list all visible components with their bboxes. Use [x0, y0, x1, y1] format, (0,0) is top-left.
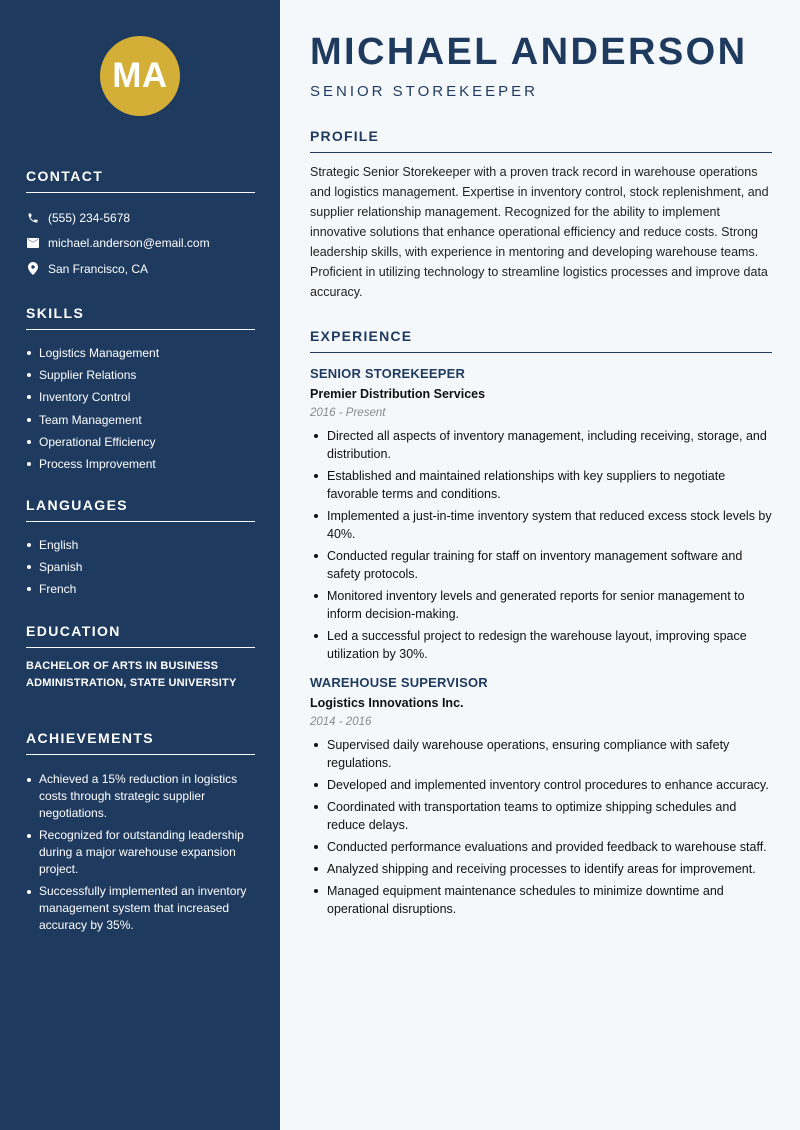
- job-bullet: Developed and implemented inventory control procedures to enhance accuracy.: [310, 776, 772, 794]
- contact-location: [26, 256, 255, 282]
- avatar-initials: MA: [112, 56, 168, 95]
- job-entry: [310, 675, 772, 918]
- job-bullet: Supervised daily warehouse operations, ensuring compliance with safety regulations.: [310, 736, 772, 772]
- education-line-1: BACHELOR OF ARTS IN BUSINESS: [26, 660, 219, 672]
- job-entry: [310, 366, 772, 663]
- experience-section: [310, 328, 772, 922]
- skill-item: Logistics Management: [26, 342, 255, 364]
- contact-email: [26, 231, 255, 257]
- contact-phone: [26, 205, 255, 231]
- email-text: michael.anderson@email.com: [48, 236, 210, 251]
- achievement-item: Achieved a 15% reduction in logistics costs through strategic supplier negotiations.: [26, 771, 255, 822]
- achievement-item: Successfully implemented an inventory management system that increased accuracy by 35%.: [26, 883, 255, 934]
- skill-item: Supplier Relations: [26, 364, 255, 386]
- profile-title: PROFILE: [310, 128, 772, 153]
- skills-title: SKILLS: [26, 305, 255, 330]
- languages-section: [26, 497, 255, 601]
- language-item: Spanish: [26, 556, 255, 578]
- job-title: SENIOR STOREKEEPER: [310, 366, 466, 381]
- profile-section: [310, 128, 772, 302]
- profile-text: Strategic Senior Storekeeper with a proven track record in warehouse operations and logistics management. Expertise in inventory control, stock replenishment, and supplier relationship management. Recognized for the ability to implement innovative solutions that enhance operational efficiency and reduce costs. Strong leadership skills, with experience in mentoring and developing warehouse teams. Proficient in utilizing technology to streamline logistics processes and improve data accuracy.: [310, 165, 769, 299]
- skill-item: Inventory Control: [26, 386, 255, 408]
- avatar: [100, 36, 180, 116]
- job-dates: 2014 - 2016: [310, 716, 372, 728]
- experience-title: EXPERIENCE: [310, 328, 772, 353]
- languages-title: LANGUAGES: [26, 497, 255, 522]
- achievements-section: [26, 730, 255, 939]
- achievements-title: ACHIEVEMENTS: [26, 730, 255, 755]
- education-degree: [26, 658, 255, 692]
- candidate-role: SENIOR STOREKEEPER: [310, 83, 538, 100]
- education-section: [26, 623, 255, 692]
- email-icon: [26, 237, 39, 250]
- job-bullet: Established and maintained relationships with key suppliers to negotiate favorable terms and conditions.: [310, 467, 772, 503]
- job-bullet: Monitored inventory levels and generated reports for senior management to inform decision-making.: [310, 587, 772, 623]
- job-bullet: Implemented a just-in-time inventory system that reduced excess stock levels by 40%.: [310, 507, 772, 543]
- sidebar: [0, 0, 280, 1130]
- education-line-2: ADMINISTRATION, STATE UNIVERSITY: [26, 677, 237, 689]
- job-bullet: Analyzed shipping and receiving processes to identify areas for improvement.: [310, 860, 772, 878]
- skill-item: Team Management: [26, 409, 255, 431]
- skills-section: [26, 305, 255, 475]
- job-bullet: Led a successful project to redesign the warehouse layout, improving space utilization by 30%.: [310, 627, 772, 663]
- job-bullet: Managed equipment maintenance schedules to minimize downtime and operational disruptions.: [310, 882, 772, 918]
- achievement-item: Recognized for outstanding leadership during a major warehouse expansion project.: [26, 827, 255, 878]
- job-bullet: Directed all aspects of inventory management, including receiving, storage, and distribution.: [310, 427, 772, 463]
- phone-icon: [26, 211, 39, 224]
- job-dates: 2016 - Present: [310, 407, 386, 419]
- skill-item: Operational Efficiency: [26, 431, 255, 453]
- location-text: San Francisco, CA: [48, 261, 149, 276]
- skill-item: Process Improvement: [26, 453, 255, 475]
- job-bullet: Conducted regular training for staff on inventory management software and safety protocols.: [310, 547, 772, 583]
- language-item: English: [26, 534, 255, 556]
- job-bullet: Coordinated with transportation teams to optimize shipping schedules and reduce delays.: [310, 798, 772, 834]
- job-company: Logistics Innovations Inc.: [310, 696, 464, 710]
- contact-title: CONTACT: [26, 168, 255, 193]
- job-title: WAREHOUSE SUPERVISOR: [310, 675, 488, 690]
- candidate-name: MICHAEL ANDERSON: [310, 31, 748, 73]
- phone-text: (555) 234-5678: [48, 210, 131, 225]
- contact-section: [26, 168, 255, 282]
- education-title: EDUCATION: [26, 623, 255, 648]
- job-company: Premier Distribution Services: [310, 387, 486, 401]
- job-bullet: Conducted performance evaluations and provided feedback to warehouse staff.: [310, 838, 772, 856]
- location-pin-icon: [26, 262, 39, 275]
- language-item: French: [26, 578, 255, 600]
